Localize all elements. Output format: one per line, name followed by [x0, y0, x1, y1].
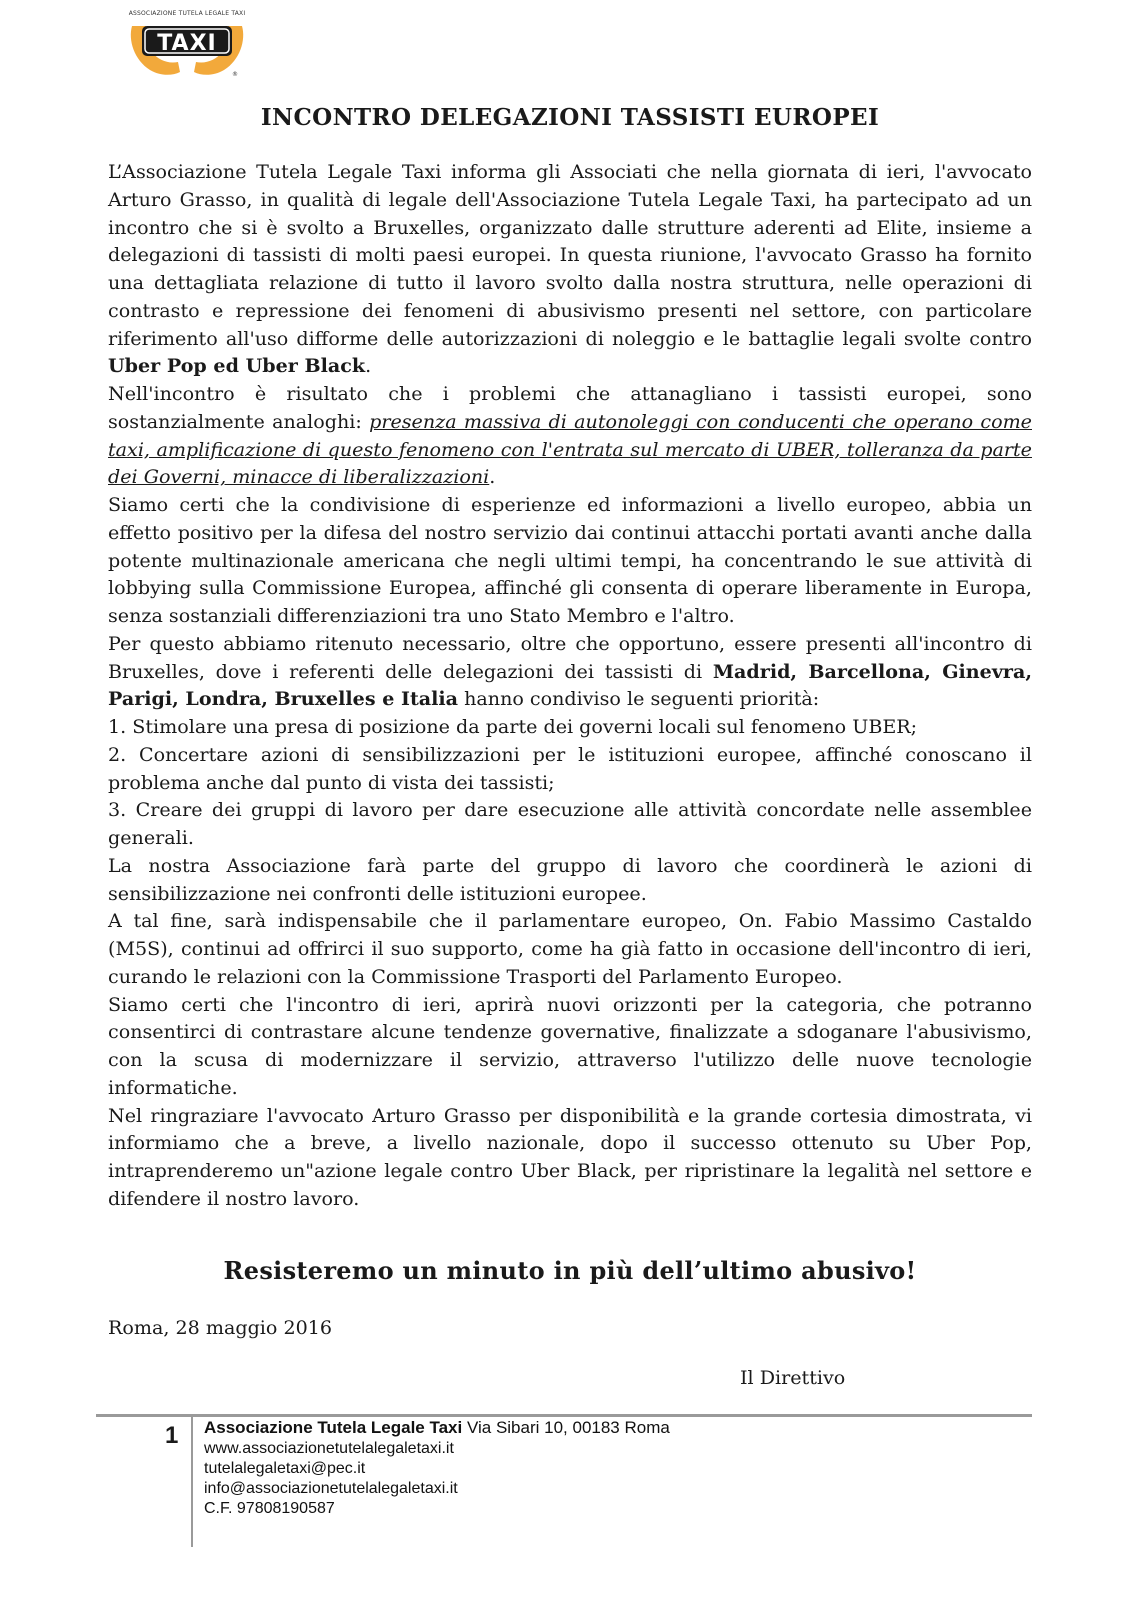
- logo-top-text: ASSOCIAZIONE TUTELA LEGALE TAXI: [128, 10, 246, 17]
- page-number: 1: [165, 1422, 179, 1449]
- footer-website[interactable]: www.associazionetutelalegaletaxi.it: [204, 1440, 454, 1457]
- paragraph-intro: L’Associazione Tutela Legale Taxi informa gli Associati che nella giornata di ieri, l'avvocato Arturo Grasso, in qualità di legale dell'Associazione Tutela Legale Taxi, ha partecipato ad un incontro che si è svolto a Bruxelles, organizzato dalle strutture aderenti ad Elite, insieme a delegazioni di tassisti di molti paesi europei. In questa riunione, l'avvocato Grasso ha fornito una dettagliata relazione di tutto il lavoro svolto dalla nostra struttura, nelle operazioni di contrasto e repressione dei fenomeni di abusivismo presenti nel settore, con particolare riferimento all'uso difforme delle autorizzazioni di noleggio e le battaglie legali svolte contro Uber Pop ed Uber Black.: [108, 160, 1032, 378]
- footer-org-name: Associazione Tutela Legale Taxi: [204, 1418, 463, 1437]
- cities-bold: Madrid, Barcellona, Ginevra, Parigi, Londra, Bruxelles e Italia: [108, 659, 1033, 711]
- footer-divider: [96, 1414, 1032, 1417]
- footer-contacts: [204, 1418, 670, 1519]
- paragraph-mep-support: A tal fine, sarà indispensabile che il parlamentare europeo, On. Fabio Massimo Castaldo (M5S), continui ad offrirci il suo supporto, come ha già fatto in occasione dell'incontro di ieri, curando le relazioni con la Commissione Trasporti del Parlamento Europeo.: [108, 909, 1032, 988]
- footer-pec-email[interactable]: tutelalegaletaxi@pec.it: [204, 1460, 366, 1477]
- paragraph-sharing: Siamo certi che la condivisione di esperienze ed informazioni a livello europeo, abbia un effetto positivo per la difesa del nostro servizio dai continui attacchi portati avanti anche dalla potente multinazionale americana che negli ultimi tempi, ha concentrando le sue attività di lobbying sulla Commissione Europea, affinché gli consenta di operare liberamente in Europa, senza sostanziali differenziazioni tra uno Stato Membro e l'altro.: [108, 493, 1032, 627]
- paragraph-delegations: Per questo abbiamo ritenuto necessario, oltre che opportuno, essere presenti all'incontro di Bruxelles, dove i referenti delle delegazioni dei tassisti di Madrid, Barcellona, Ginevra, Parigi, Londra, Bruxelles e Italia hanno condiviso le seguenti priorità:: [108, 631, 1033, 711]
- document-title: INCONTRO DELEGAZIONI TASSISTI EUROPEI: [260, 104, 880, 131]
- logo-word: TAXI: [157, 31, 217, 56]
- association-logo: [128, 10, 246, 80]
- priority-item: 3. Creare dei gruppi di lavoro per dare esecuzione alle attività concordate nelle assemblee generali.: [108, 798, 1032, 849]
- footer-tax-code: C.F. 97808190587: [204, 1500, 335, 1517]
- uber-services-bold: Uber Pop ed Uber Black: [108, 354, 366, 378]
- paragraph-working-group: La nostra Associazione farà parte del gruppo di lavoro che coordinerà le azioni di sensibilizzazione nei confronti delle istituzioni europee.: [108, 853, 1032, 905]
- paragraph-new-horizons: Siamo certi che l'incontro di ieri, aprirà nuovi orizzonti per la categoria, che potranno consentirci di contrastare alcune tendenze governative, finalizzate a sdoganare l'abusivismo, con la scusa di modernizzare il servizio, attraverso l'utilizzo delle nuove tecnologie informatiche.: [108, 992, 1032, 1099]
- footer-info-email[interactable]: info@associazionetutelalegaletaxi.it: [204, 1480, 458, 1497]
- place-date: Roma, 28 maggio 2016: [108, 1316, 333, 1339]
- priority-item: 2. Concertare azioni di sensibilizzazioni per le istituzioni europee, affinché conoscano il problema anche dal punto di vista dei tassisti;: [108, 742, 1032, 794]
- paragraph-thanks: Nel ringraziare l'avvocato Arturo Grasso per disponibilità e la grande cortesia dimostrata, vi informiamo che a breve, a livello nazionale, dopo il successo ottenuto su Uber Pop, intraprenderemo un"azione legale contro Uber Black, per ripristinare la legalità nel settore e difendere il nostro lavoro.: [108, 1103, 1032, 1210]
- slogan: Resisteremo un minuto in più dell’ultimo abusivo!: [223, 1256, 917, 1285]
- footer-address: Via Sibari 10, 00183 Roma: [462, 1418, 670, 1437]
- taxi-hands-icon: [128, 16, 246, 80]
- signature: Il Direttivo: [740, 1366, 846, 1389]
- priority-item: 1. Stimolare una presa di posizione da parte dei governi locali sul fenomeno UBER;: [108, 715, 918, 738]
- document-body: [108, 158, 1032, 1213]
- paragraph-problems: Nell'incontro è risultato che i problemi che attanagliano i tassisti europei, sono sostanzialmente analoghi: presenza massiva di autonoleggi con conducenti che operano come taxi, amplificazione di questo fenomeno con l'entrata sul mercato di UBER, tolleranza da parte dei Governi, minacce di liberalizzazioni.: [108, 382, 1032, 489]
- registered-mark: ®: [232, 71, 238, 78]
- problems-underlined: presenza massiva di autonoleggi con conducenti che operano come taxi, amplificazione di questo fenomeno con l'entrata sul mercato di UBER, tolleranza da parte dei Governi, minacce di liberalizzazioni: [108, 409, 1032, 489]
- footer-vertical-divider: [191, 1417, 193, 1547]
